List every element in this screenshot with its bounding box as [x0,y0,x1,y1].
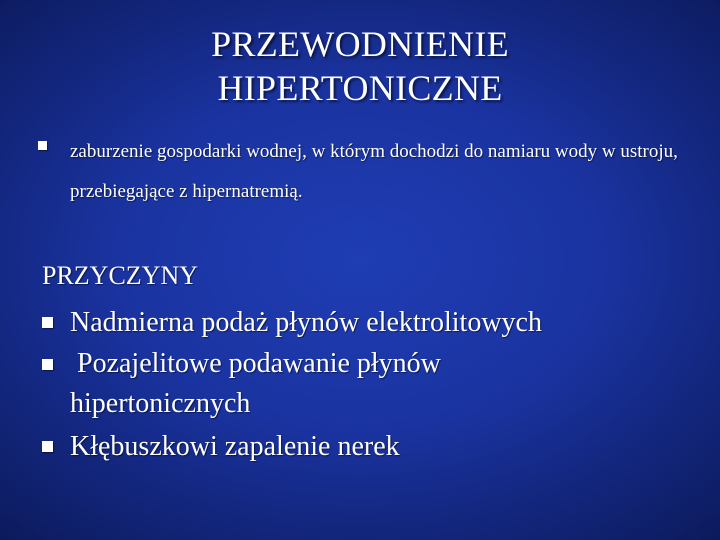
definition-text: zaburzenie gospodarki wodnej, w którym dochodzi do namiaru wody w ustroju, przebiegające z hipernatremią. [70,141,678,202]
slide-title [0,22,720,110]
square-bullet-icon [42,359,53,370]
cause-item [40,302,710,344]
causes-heading: PRZYCZYNY [42,261,199,290]
title-line-2: HIPERTONICZNE [217,68,503,108]
title-line-1: PRZEWODNIENIE [211,24,509,64]
cause-text: Nadmierna podaż płynów elektrolitowych [70,307,542,338]
square-bullet-icon [42,317,53,328]
cause-item [40,426,710,468]
square-bullet-icon [42,441,53,452]
cause-text: Kłębuszkowi zapalenie nerek [70,431,400,462]
causes-list [40,302,710,468]
cause-text: Pozajelitowe podawanie płynów hipertonicznych [70,348,448,419]
square-bullet-icon [38,141,47,150]
cause-item [40,344,710,424]
